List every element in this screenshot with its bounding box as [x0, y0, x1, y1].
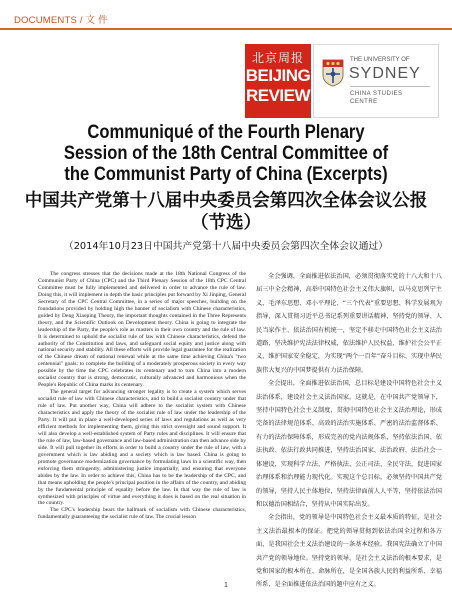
document-title-en: Communiqué of the Fourth Plenary Session of the 18th Central Committee of the Communist Party of China (Excerpts): [63, 121, 389, 185]
body-en-paragraph: The congress stresses that the decisions made at the 18th National Congress of the Communist Party of China (CPC) and the Third Plenary Session of the 18th CPC Central Committee must be fully implemented and delivered in order to advance the rule of law. Doing this, it will implement in depth the basic principles put forward by Xi Jinping, General Secretary of the CPC Central Committee, in a series of major speeches, building on the foundations provided by holding high the banner of socialism with Chinese characteristics, guided by Deng Xiaoping Theory, the important thoughts contained in the Three Represents theory, and the Scientific Outlook on Development theory. China is going to integrate the leadership of the Party, the people's role as masters in their own country and the rule of law. It is determined to uphold the socialist rule of law with Chinese characteristics, defend the authority of the Constitution and laws, and safeguard social equity and justice along with national security and stability. All these efforts will provide legal guarantee for the realization of the Chinese dream of national renewal while at the same time achieving China's "two centennial" goals: to complete the building of a moderately prosperous society in every way possible by the time the CPC celebrates its centenary and to turn China into a modern socialist country that is strong, democratic, culturally advanced and harmonious when the People's Republic of China marks its centenary.: [38, 271, 246, 389]
sydney-logo-name: SYDNEY: [349, 65, 421, 82]
document-subtitle: （2014年10月23日中国共产党第十八届中央委员会第四次全体会议通过）: [63, 241, 389, 252]
sydney-university-logo: [313, 44, 439, 118]
page-number: 1: [224, 582, 228, 589]
body-zh-paragraph: 全会强调，全面推进依法治国，必须贯彻落实党的十八大和十八届三中全会精神，高举中国特色社会主义伟大旗帜，以马克思列宁主义、毛泽东思想、邓小平理论、“三个代表”重要思想、科学发展观为指导，深入贯彻习近平总书记系列重要讲话精神，坚持党的领导、人民当家作主、依法治国有机统一，坚定不移走中国特色社会主义法治道路，坚决维护宪法法律权威，依法维护人民权益、维护社会公平正义、维护国家安全稳定，为实现“两个一百年”奋斗目标、实现中华民族伟大复兴的中国梦提供有力法治保障。: [256, 273, 442, 374]
beijing-review-logo-line2: REVIEW: [245, 86, 311, 105]
beijing-review-logo: [245, 44, 311, 118]
header-rule: [0, 28, 452, 30]
beijing-review-logo-cn: 北京周报: [251, 51, 304, 65]
sydney-logo-centre-line2: CENTRE: [350, 99, 378, 105]
crest-icon: [322, 59, 344, 87]
body-zh-paragraph: 全会提出，全面推进依法治国，总目标是建设中国特色社会主义法治体系，建设社会主义法治国家。这就是，在中国共产党领导下，坚持中国特色社会主义制度，贯彻中国特色社会主义法治理论，形成完备的法律规范体系、高效的法治实施体系、严密的法治监督体系、有力的法治保障体系，形成完善的党内法规体系，坚持依法治国、依法执政、依法行政共同推进，坚持法治国家、法治政府、法治社会一体建设，实现科学立法、严格执法、公正司法、全民守法，促进国家治理体系和治理能力现代化。实现这个总目标，必须坚持中国共产党的领导，坚持人民主体地位，坚持法律面前人人平等，坚持依法治国和以德治国相结合，坚持从中国实际出发。: [256, 380, 442, 508]
section-label: DOCUMENTS / 文 件: [14, 15, 108, 26]
body-english-column: [38, 271, 246, 521]
document-title-zh: 中国共产党第十八届中央委员会第四次全体会议公报（节选）: [24, 191, 428, 233]
body-en-paragraph: The CPC's leadership bears the hallmark of socialism with Chinese characteristics, fundamentally guaranteeing the socialist rule of law. The crucial lesson: [38, 507, 246, 521]
body-zh-paragraph: 全会指出，党的领导是中国特色社会主义最本质的特征，是社会主义法治最根本的保证。把党的领导贯彻到依法治国全过程和各方面，是我国社会主义法治建设的一条基本经验。我国宪法确立了中国共产党的领导地位。坚持党的领导，是社会主义法治的根本要求，是党和国家的根本所在、命脉所在，是全国各族人民的利益所系、幸福所系，是全面推进依法治国的题中应有之义。: [256, 514, 442, 589]
page-header: [0, 0, 452, 40]
sydney-logo-centre-line1: CHINA STUDIES: [350, 91, 403, 97]
body-chinese-column: [256, 270, 442, 592]
sydney-logo-rule: [350, 86, 430, 87]
sydney-logo-small-text: THE UNIVERSITY OF: [350, 57, 410, 63]
body-en-paragraph: The general target for advancing stronger legality is to create a system which serves socialist rule of law with Chinese characteristics, and to build a socialist country under that rule of law. Put another way, China will adhere to the socialist system with Chinese characteristics and apply the theory of the socialist rule of law under the leadership of the Party. It will put in place a well-developed series of laws and regulations as well as very efficient methods for implementing them, giving this strict oversight and sound support. It will also develop a well-established system of Party rules and disciplines. It will ensure that the rule of law, law-based governance and law-based administration can then advance side by side. It will pull together its efforts in order to build a country under the rule of law, with a government which is law abiding and a society which is law based. China is going to promote governance modernization governance by formulating laws in a scientific way, then enforcing them stringently, administering justice impartially, and ensuring that everyone abides by the law. In order to achieve this, China has to be the leadership of the CPC, and that means upholding the people's principal position in the affairs of the country, and abiding by the fundamental principle of equality before the law. In that way the rule of law is synthesized with principles of virtue and everything it does is based on the real situation in the country.: [38, 389, 246, 507]
beijing-review-logo-line1: BEIJING: [245, 66, 311, 85]
